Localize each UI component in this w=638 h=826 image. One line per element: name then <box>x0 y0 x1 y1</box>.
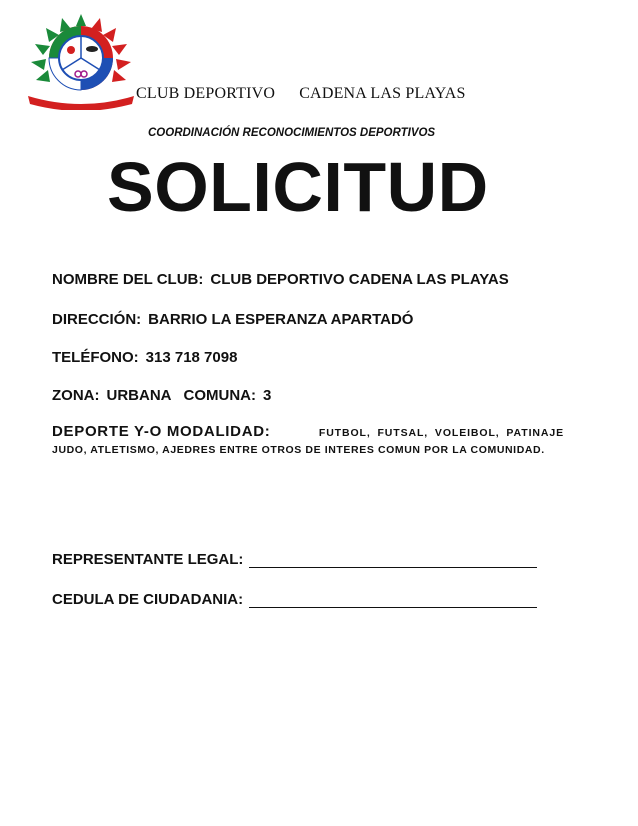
field-value: CLUB DEPORTIVO CADENA LAS PLAYAS <box>210 271 509 288</box>
page-title: SOLICITUD <box>107 148 489 226</box>
field-label: ZONA: <box>52 387 100 404</box>
club-name: CADENA LAS PLAYAS <box>299 85 466 102</box>
field-value: 3 <box>263 387 272 404</box>
field-label: COMUNA: <box>183 387 256 404</box>
field-address <box>52 311 413 328</box>
field-label: NOMBRE DEL CLUB: <box>52 271 204 288</box>
id-blank-line[interactable] <box>249 593 537 608</box>
field-phone <box>52 349 237 366</box>
field-value: 313 718 7098 <box>145 349 238 366</box>
representative-label: REPRESENTANTE LEGAL: <box>52 551 244 568</box>
id-label: CEDULA DE CIUDADANIA: <box>52 591 244 608</box>
id-signature-row <box>52 591 537 608</box>
field-club-name <box>52 271 509 288</box>
club-label: CLUB DEPORTIVO <box>136 85 276 102</box>
representative-blank-line[interactable] <box>249 553 537 568</box>
coordination-subtitle: COORDINACIÓN RECONOCIMIENTOS DEPORTIVOS <box>148 127 436 139</box>
club-title <box>136 85 466 103</box>
field-label: DIRECCIÓN: <box>52 311 142 328</box>
sport-label: DEPORTE Y-O MODALIDAD: <box>52 423 271 440</box>
field-label: TELÉFONO: <box>52 349 139 366</box>
sport-value-line1: FUTBOL, FUTSAL, VOLEIBOL, PATINAJE <box>318 427 564 439</box>
field-zone <box>52 387 271 404</box>
field-value: URBANA <box>106 387 172 404</box>
logo-ribbon <box>28 96 134 110</box>
representative-signature-row <box>52 551 537 568</box>
sport-value-rest: JUDO, ATLETISMO, AJEDRES ENTRE OTROS DE INTERES COMUN POR LA COMUNIDAD. <box>52 444 545 456</box>
club-emblem-logo <box>22 12 140 110</box>
field-value: BARRIO LA ESPERANZA APARTADÓ <box>148 311 414 328</box>
field-sport <box>52 423 564 459</box>
